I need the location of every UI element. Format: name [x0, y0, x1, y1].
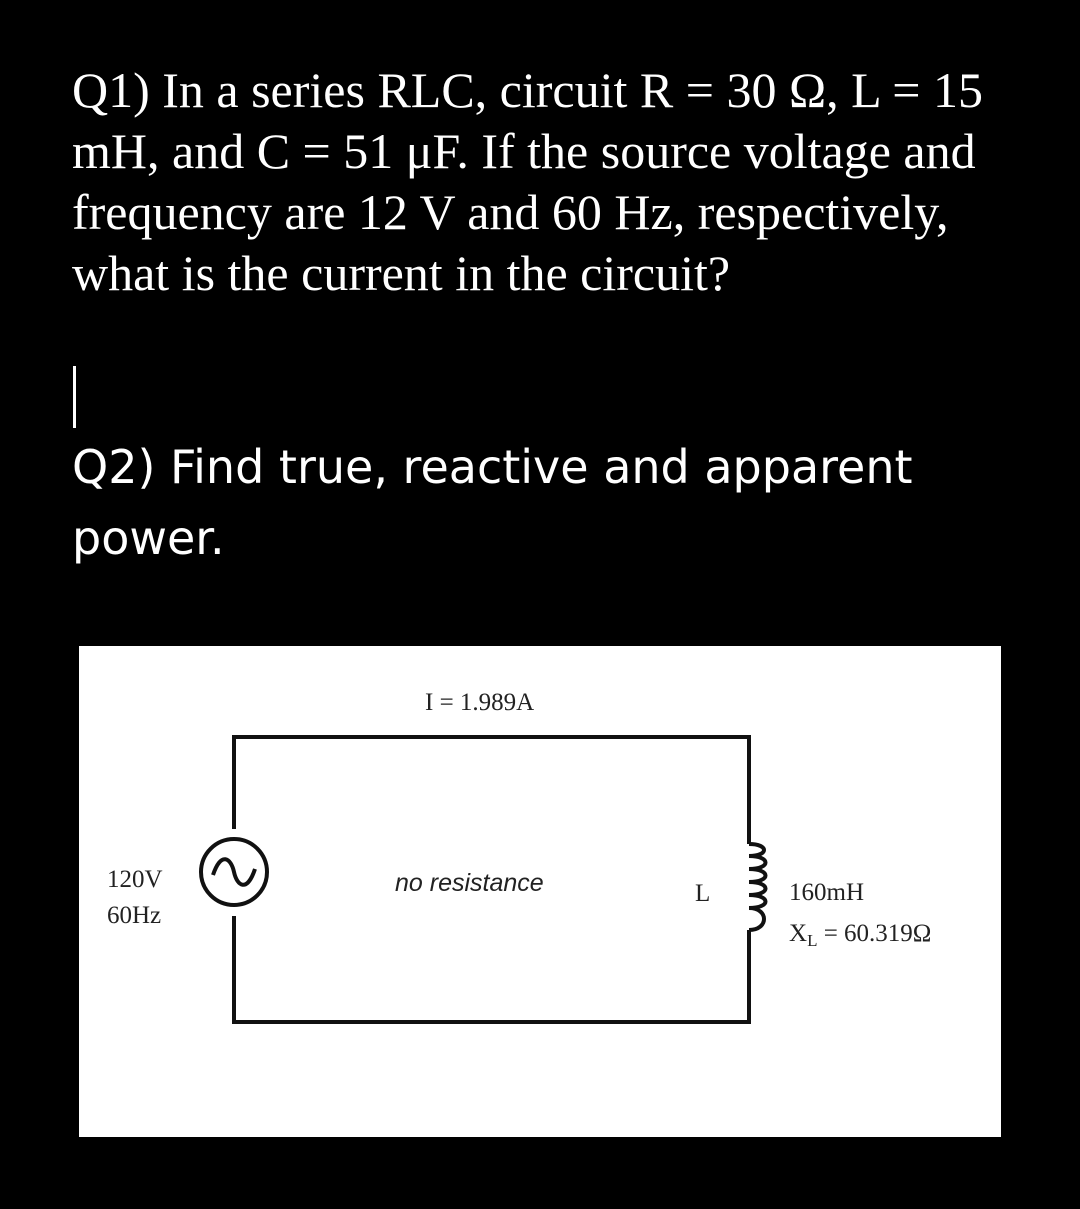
question-2-text: Q2) Find true, reactive and apparent power.	[72, 440, 913, 565]
reactance-label	[789, 920, 931, 955]
current-label: I = 1.989A	[425, 689, 535, 716]
inductor-symbol-label: L	[695, 880, 711, 907]
inductance-label: 160mH	[789, 879, 864, 906]
circuit-diagram	[79, 646, 1001, 1137]
inductor-coil-icon	[749, 844, 766, 930]
source-frequency-label: 60Hz	[107, 902, 162, 929]
reactance-subscript: L	[807, 931, 818, 950]
question-1-text: Q1) In a series RLC, circuit R = 30 Ω, L = 15 mH, and C = 51 μF. If the source voltage and frequency are 12 V and 60 Hz, respectively, what is the current in the circuit?	[72, 62, 983, 301]
source-voltage-label: 120V	[107, 866, 163, 893]
top-wire	[234, 737, 749, 844]
reactance-value: = 60.319Ω	[817, 920, 932, 947]
ac-source-icon	[201, 839, 267, 905]
reactance-prefix: X	[789, 920, 808, 947]
no-resistance-label: no resistance	[395, 869, 544, 897]
text-cursor	[73, 366, 76, 428]
bottom-wire	[234, 916, 749, 1022]
